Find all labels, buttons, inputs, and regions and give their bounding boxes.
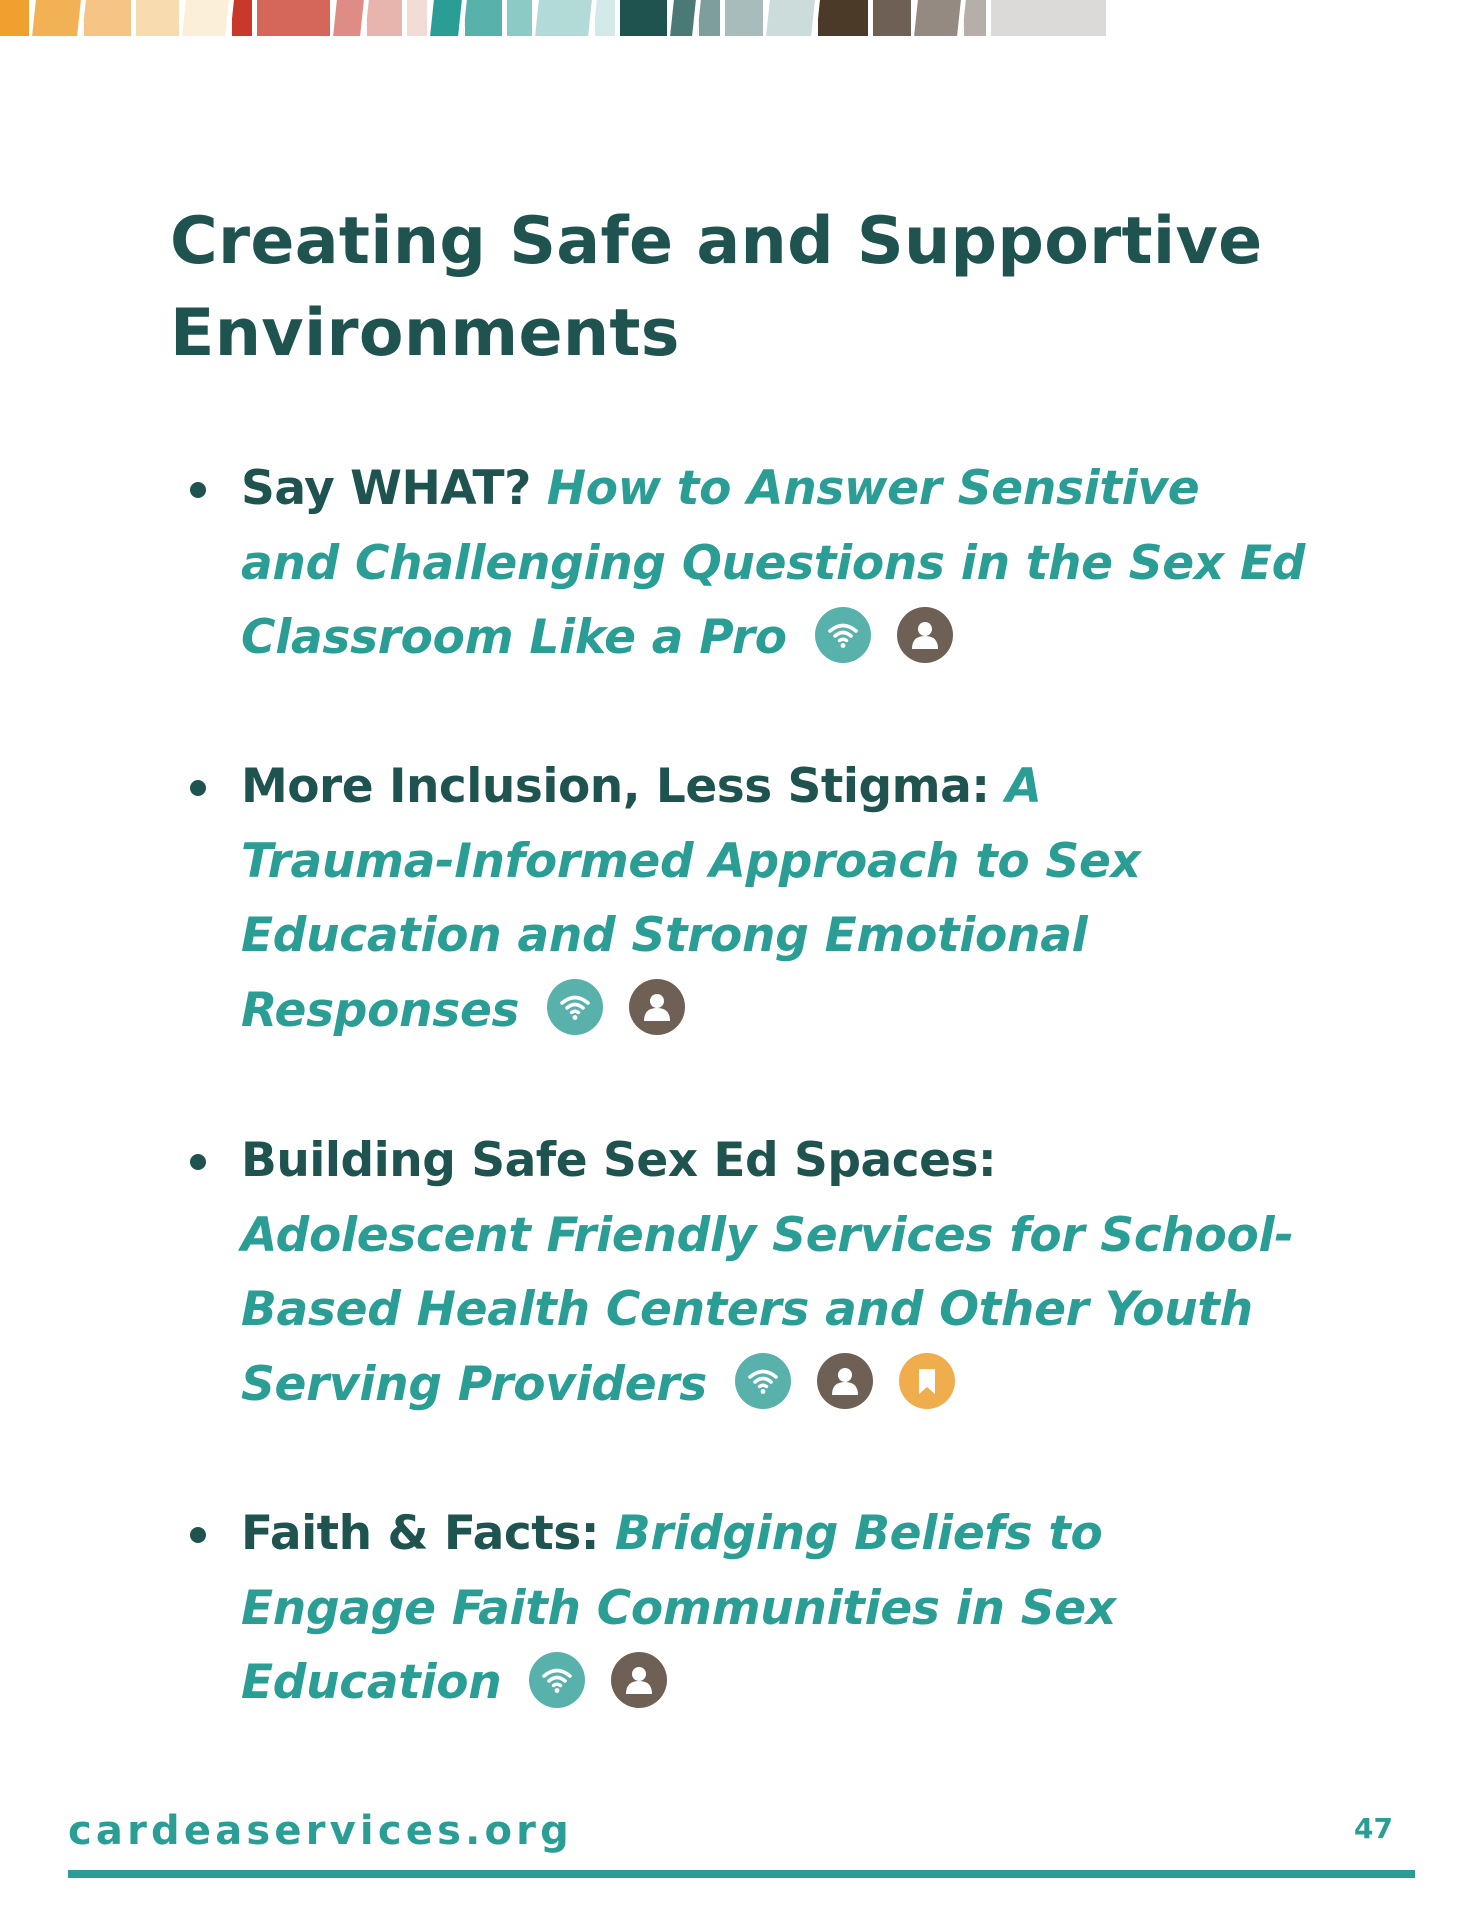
- session-text-line: [241, 527, 1305, 602]
- color-band-segment: [873, 0, 916, 36]
- bullet-icon: [190, 1154, 206, 1170]
- color-band-segment: [182, 0, 234, 36]
- format-icons: [529, 1652, 667, 1708]
- page-title: [170, 196, 1370, 380]
- session-text: [241, 1124, 1294, 1422]
- color-band-segment: [699, 0, 725, 36]
- session-text: [241, 1497, 1116, 1721]
- page-title-line-2: Environments: [170, 296, 680, 371]
- footer-divider: [68, 1870, 1415, 1878]
- session-text-line: [241, 825, 1141, 900]
- color-band-segment: [766, 0, 820, 36]
- color-band-segment: [964, 0, 991, 36]
- session-series-name: More Inclusion, Less Stigma:: [241, 759, 1006, 814]
- session-text-line: [241, 1348, 1294, 1423]
- session-text-line: [241, 601, 1305, 676]
- color-band-segment: [725, 0, 768, 36]
- session-text-line: [241, 1646, 1116, 1721]
- color-band-segment: [232, 0, 257, 36]
- page-number: 47: [1354, 1812, 1393, 1845]
- color-band-segment: [914, 0, 966, 36]
- person-icon: [897, 607, 953, 663]
- color-band-segment: [136, 0, 184, 36]
- footer-website-link[interactable]: cardeaservices.org: [68, 1808, 573, 1854]
- bookmark-icon: [899, 1353, 955, 1409]
- color-band-segment: [430, 0, 467, 36]
- session-text-line: [241, 1497, 1116, 1572]
- session-text: [241, 452, 1305, 676]
- session-text: [241, 750, 1141, 1048]
- color-band-segment: [991, 0, 1111, 36]
- session-title-link[interactable]: Education: [241, 1655, 502, 1710]
- wifi-icon: [735, 1353, 791, 1409]
- page-title-line-1: Creating Safe and Supportive: [170, 204, 1263, 279]
- session-text-line: [241, 750, 1141, 825]
- session-title-link[interactable]: Trauma-Informed Approach to Sex: [241, 833, 1141, 889]
- format-icons: [735, 1353, 955, 1409]
- session-title-link[interactable]: Adolescent Friendly Services for School-: [241, 1207, 1294, 1263]
- format-icons: [547, 979, 685, 1035]
- color-band-segment: [257, 0, 335, 36]
- color-band-segment: [818, 0, 873, 36]
- wifi-icon: [547, 979, 603, 1035]
- session-text-line: [241, 974, 1141, 1049]
- wifi-icon: [815, 607, 871, 663]
- color-band-segment: [670, 0, 701, 36]
- bullet-icon: [190, 780, 206, 796]
- color-band-segment: [507, 0, 537, 36]
- color-band-segment: [620, 0, 672, 36]
- color-band-segment: [465, 0, 507, 36]
- person-icon: [817, 1353, 873, 1409]
- person-icon: [629, 979, 685, 1035]
- color-band-segment: [535, 0, 597, 36]
- session-text-line: [241, 1572, 1116, 1647]
- session-title-link[interactable]: How to Answer Sensitive: [546, 461, 1200, 516]
- session-text-line: [241, 899, 1141, 974]
- session-title-link[interactable]: Based Health Centers and Other Youth: [241, 1282, 1253, 1337]
- session-text-line: [241, 452, 1305, 527]
- session-title-link[interactable]: Bridging Beliefs to: [614, 1506, 1103, 1561]
- session-text-line: [241, 1124, 1294, 1199]
- session-title-link[interactable]: Classroom Like a Pro: [241, 610, 787, 665]
- bullet-icon: [190, 1527, 206, 1543]
- session-series-name: Say WHAT?: [241, 461, 547, 516]
- session-title-link[interactable]: Education and Strong Emotional: [241, 908, 1088, 963]
- color-band-segment: [0, 0, 34, 36]
- bullet-icon: [190, 482, 206, 498]
- color-band-segment: [84, 0, 136, 36]
- format-icons: [815, 607, 953, 663]
- color-band-segment: [367, 0, 407, 36]
- session-text-line: [241, 1273, 1294, 1348]
- session-title-link[interactable]: Serving Providers: [241, 1356, 707, 1412]
- session-title-link[interactable]: and Challenging Questions in the Sex Ed: [241, 535, 1306, 591]
- session-title-link[interactable]: Responses: [241, 982, 520, 1038]
- wifi-icon: [529, 1652, 585, 1708]
- session-series-name: Faith & Facts:: [241, 1506, 615, 1561]
- color-band-segment: [595, 0, 620, 36]
- decorative-color-band: [0, 0, 1484, 36]
- session-series-name: Building Safe Sex Ed Spaces:: [241, 1133, 997, 1188]
- session-text-line: [241, 1199, 1294, 1274]
- color-band-segment: [32, 0, 86, 36]
- color-band-segment: [407, 0, 432, 36]
- person-icon: [611, 1652, 667, 1708]
- session-title-link[interactable]: Engage Faith Communities in Sex: [241, 1580, 1116, 1636]
- session-title-link[interactable]: A: [1005, 759, 1042, 814]
- color-band-segment: [333, 0, 369, 36]
